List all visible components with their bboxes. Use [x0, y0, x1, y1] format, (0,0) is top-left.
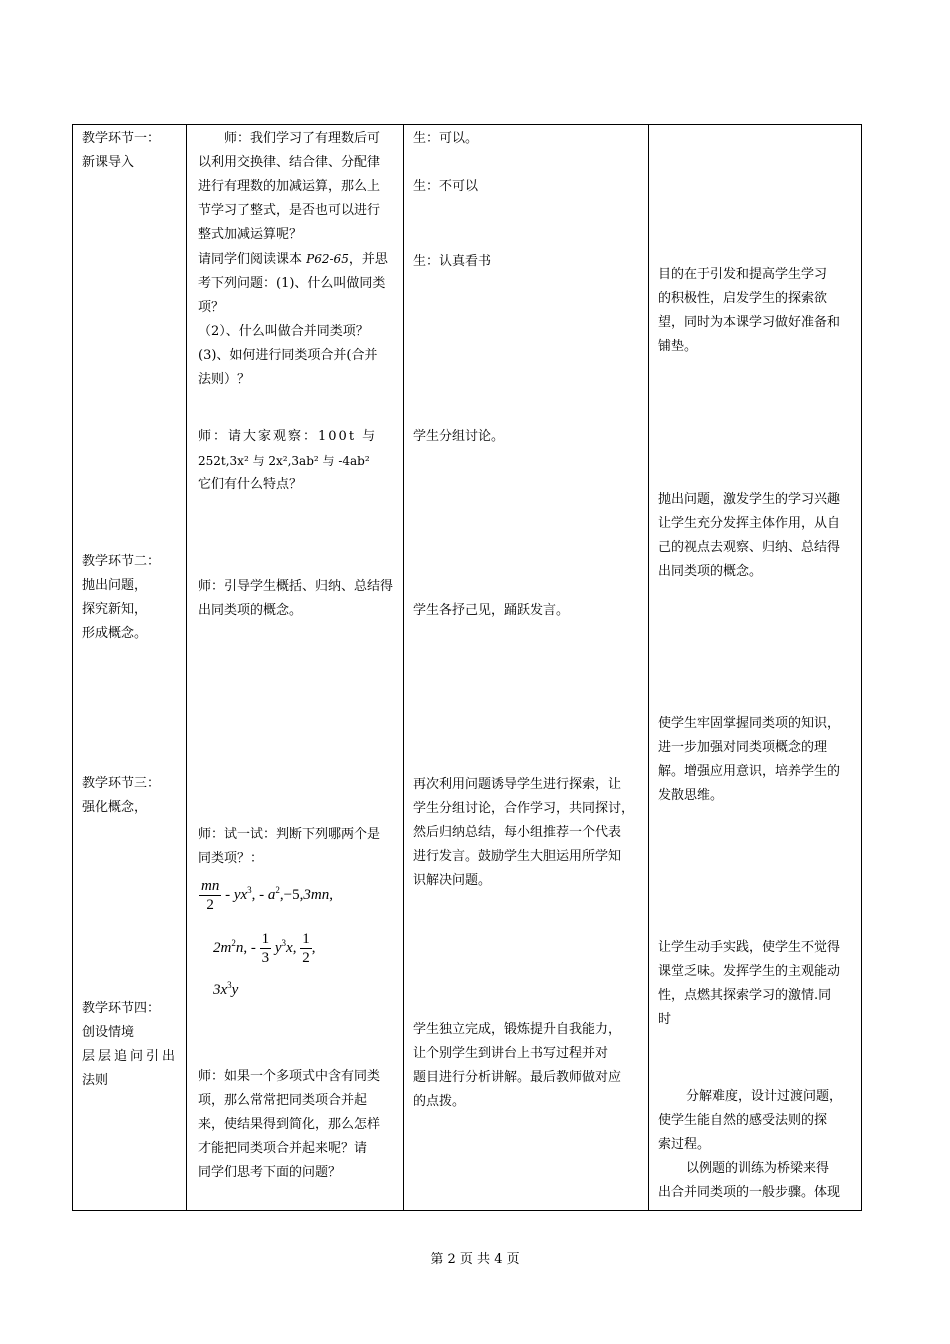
text-line: 进一步加强对同类项概念的理 — [658, 740, 828, 755]
text-line: 出合并同类项的一般步骤。体现 — [658, 1185, 841, 1200]
student-answer: 学生分组讨论。 — [413, 429, 505, 444]
stage-3 — [82, 772, 160, 820]
minus-sign: - — [250, 939, 256, 956]
text-line: 分解难度，设计过渡问题， — [686, 1089, 843, 1104]
text-line: 发散思维。 — [658, 788, 724, 803]
fraction-one-half — [300, 930, 312, 967]
exponent: 3 — [247, 884, 252, 895]
teacher-observe — [198, 425, 377, 497]
stage-1-title: 教学环节一： — [82, 131, 161, 146]
text-line: 252t,3x² 与 2x²,3ab² 与 -4ab² — [198, 454, 370, 468]
text-line: 法则）？ — [198, 372, 251, 387]
math-term: y — [274, 939, 282, 956]
fraction-numerator: mn — [201, 878, 220, 894]
exponent: 3 — [281, 937, 287, 948]
text-line: 师：请大家观察：100t 与 — [198, 429, 378, 444]
text-line: 让个别学生到讲台上书写过程并对 — [413, 1046, 609, 1061]
column-divider — [648, 125, 649, 1210]
text-span: 请同学们阅读课本 — [198, 252, 303, 267]
stage-2-title: 教学环节二： — [82, 554, 161, 569]
fraction-numerator: 1 — [261, 931, 270, 947]
student-exploration — [413, 773, 634, 893]
column-divider — [186, 125, 187, 1210]
text-line: 铺垫。 — [658, 339, 698, 354]
text-line: 使学生牢固掌握同类项的知识， — [658, 716, 841, 731]
text-line: 再次利用问题诱导学生进行探索，让 — [413, 777, 622, 792]
text-line: 学生独立完成，锻炼提升自我能力， — [413, 1022, 622, 1037]
stage-3-title: 教学环节三： — [82, 776, 161, 791]
text-line: 抛出问题，激发学生的学习兴趣 — [658, 492, 841, 507]
stage-2-line: 形成概念。 — [82, 626, 148, 641]
math-term: a — [267, 886, 276, 903]
text-line: 同学们思考下面的问题？ — [198, 1165, 342, 1180]
text-line: 学生分组讨论，合作学习，共同探讨， — [413, 801, 635, 816]
text-line: 师：我们学习了有理数后可 — [224, 131, 381, 146]
text-line: 让学生充分发挥主体作用，从自 — [658, 516, 841, 531]
page-number-footer: 第 2 页 共 4 页 — [430, 1252, 520, 1267]
page-reference: P62-65 — [306, 252, 349, 266]
math-term: n — [235, 939, 244, 956]
text-line: 己的视点去观察、归纳、总结得 — [658, 540, 841, 555]
text-line: 题目进行分析讲解。最后教师做对应 — [413, 1070, 622, 1085]
math-expression-row-1: $\frac{mn}{2}$ - $yx^3$, - $a^2,-5,3mn$, — [201, 878, 333, 913]
text-line: 索过程。 — [658, 1137, 711, 1152]
fraction-mn-over-2 — [199, 877, 221, 914]
text-line: 望，同时为本课学习做好准备和 — [658, 315, 841, 330]
text-line: 的积极性，启发学生的探索欲 — [658, 291, 828, 306]
student-answer: 学生各抒己见，踊跃发言。 — [413, 603, 570, 618]
stage-4 — [82, 997, 178, 1093]
text-line: （2）、什么叫做合并同类项？ — [198, 324, 369, 339]
fraction-one-third — [260, 930, 272, 967]
text-line: 项，那么常常把同类项合并起 — [198, 1093, 368, 1108]
text-line: 时 — [658, 1012, 672, 1027]
design-intent-5 — [658, 1085, 842, 1205]
comma: , — [292, 939, 297, 956]
text-line: 使学生能自然的感受法则的探 — [658, 1113, 828, 1128]
math-expression-row-2 — [213, 930, 315, 967]
text-line: 以利用交换律、结合律、分配律 — [198, 155, 381, 170]
fraction-denominator: 3 — [261, 950, 270, 966]
text-line: 它们有什么特点？ — [198, 477, 303, 492]
text-line — [198, 247, 388, 272]
fraction-denominator: 2 — [302, 950, 310, 966]
text-line: 以例题的训练为桥梁来得 — [686, 1161, 830, 1176]
teacher-try — [198, 823, 380, 871]
math-term: x — [286, 939, 293, 956]
math-term: 2m — [213, 939, 232, 956]
column-divider — [403, 125, 404, 1210]
stage-4-line: 创设情境 — [82, 1025, 135, 1040]
stage-1-name: 新课导入 — [82, 155, 135, 170]
text-line: 进行有理数的加减运算，那么上 — [198, 179, 381, 194]
text-line: 出同类项的概念。 — [198, 603, 303, 618]
comma: , — [243, 939, 248, 956]
student-answer: 生：不可以 — [413, 179, 479, 194]
text-line: 项？ — [198, 300, 225, 315]
student-practice — [413, 1018, 621, 1114]
minus-sign: - — [225, 886, 231, 903]
stage-2 — [82, 550, 160, 646]
math-term: yx — [233, 886, 248, 903]
design-intent-3 — [658, 712, 840, 808]
comma: , — [329, 886, 333, 903]
stage-4-title: 教学环节四： — [82, 1001, 161, 1016]
text-line: 识解决问题。 — [413, 873, 492, 888]
teacher-intro — [198, 127, 388, 392]
student-answer: 生：认真看书 — [413, 254, 492, 269]
text-line: 才能把同类项合并起来呢？请 — [198, 1141, 368, 1156]
fraction-numerator: 1 — [302, 931, 310, 947]
math-term: ,−5, — [279, 886, 304, 903]
text-line: (3)、如何进行同类项合并(合并 — [198, 348, 378, 363]
stage-4-line: 层层追问引出 — [82, 1049, 179, 1064]
text-line: 出同类项的概念。 — [658, 564, 763, 579]
comma: , — [311, 939, 316, 956]
math-term: 3x — [213, 982, 228, 998]
stage-4-line: 法则 — [82, 1073, 109, 1088]
stage-2-line: 探究新知， — [82, 602, 148, 617]
text-line: 同类项？： — [198, 851, 264, 866]
text-line: 目的在于引发和提高学生学习 — [658, 267, 828, 282]
math-term: 3mn — [303, 886, 330, 903]
teacher-guide — [198, 575, 393, 623]
text-line: 解。增强应用意识，培养学生的 — [658, 764, 841, 779]
text-line: 性，点燃其探索学习的激情.同 — [658, 988, 832, 1003]
text-line: 的点拨。 — [413, 1094, 466, 1109]
student-answer: 生：可以。 — [413, 131, 479, 146]
text-line: 课堂乏味。发挥学生的主观能动 — [658, 964, 841, 979]
text-line: 节学习了整式，是否也可以进行 — [198, 203, 381, 218]
text-span: ，并思 — [348, 252, 388, 267]
fraction-denominator: 2 — [206, 897, 214, 913]
design-intent-4 — [658, 936, 840, 1032]
text-line: 考下列问题：(1)、什么叫做同类 — [198, 276, 386, 291]
text-line: 来，使结果得到简化，那么怎样 — [198, 1117, 381, 1132]
stage-2-line: 抛出问题， — [82, 578, 148, 593]
text-line: 师：试一试：判断下列哪两个是 — [198, 827, 381, 842]
design-intent-1 — [658, 263, 840, 359]
teacher-merge-question — [198, 1065, 380, 1185]
design-intent-2 — [658, 488, 840, 584]
text-line: 师：引导学生概括、归纳、总结得 — [198, 579, 394, 594]
math-expression-row-3 — [213, 973, 238, 1002]
exponent: 2 — [231, 937, 236, 948]
exponent: 3 — [227, 980, 232, 990]
text-line: 让学生动手实践，使学生不觉得 — [658, 940, 841, 955]
text-line: 整式加减运算呢？ — [198, 227, 303, 242]
stage-3-name: 强化概念， — [82, 800, 148, 815]
math-term: y — [231, 982, 239, 998]
text-line: 进行发言。鼓励学生大胆运用所学知 — [413, 849, 622, 864]
text-line: 然后归纳总结，每小组推荐一个代表 — [413, 825, 622, 840]
lesson-plan-table — [72, 124, 862, 1211]
stage-1 — [82, 127, 160, 175]
exponent: 2 — [275, 884, 280, 895]
minus-sign: - — [259, 886, 265, 903]
text-line: 师：如果一个多项式中含有同类 — [198, 1069, 381, 1084]
